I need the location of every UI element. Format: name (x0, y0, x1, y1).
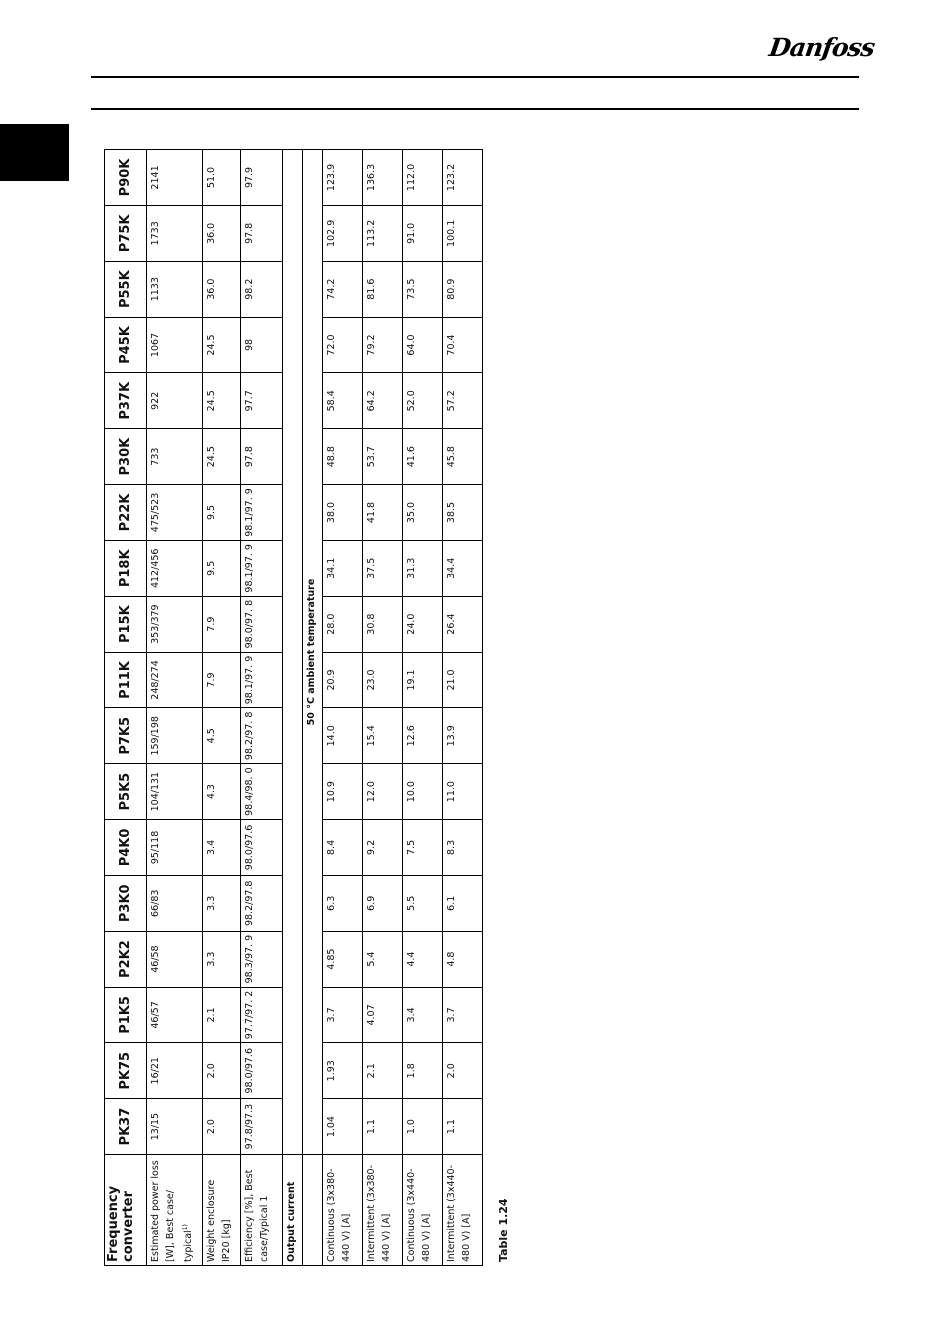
table-header-row (105, 150, 147, 1266)
current-value-cell: 3.4 (403, 987, 443, 1043)
current-value-cell: 12.6 (403, 708, 443, 764)
current-value-cell: 123.2 (443, 150, 483, 206)
current-value-cell: 58.4 (323, 373, 363, 429)
efficiency-cell: 98.1/97. 9 (241, 652, 283, 708)
current-value-cell: 45.8 (443, 429, 483, 485)
current-value-cell: 4.85 (323, 931, 363, 987)
power-loss-cell: 95/118 (147, 820, 203, 876)
model-header-cell: P3K0 (105, 875, 147, 931)
current-value-cell: 19.1 (403, 652, 443, 708)
current-value-cell: 1.8 (403, 1043, 443, 1099)
current-value-cell: 5.4 (363, 931, 403, 987)
current-value-cell: 136.3 (363, 150, 403, 206)
model-header-cell: P11K (105, 652, 147, 708)
power-loss-cell: 1067 (147, 317, 203, 373)
current-value-cell: 14.0 (323, 708, 363, 764)
current-value-cell: 73.5 (403, 261, 443, 317)
current-value-cell: 64.0 (403, 317, 443, 373)
power-loss-cell: 412/456 (147, 540, 203, 596)
power-loss-cell: 2141 (147, 150, 203, 206)
current-value-cell: 20.9 (323, 652, 363, 708)
current-value-cell: 4.4 (403, 931, 443, 987)
current-value-cell: 53.7 (363, 429, 403, 485)
current-value-cell: 91.0 (403, 205, 443, 261)
model-header-cell: P1K5 (105, 987, 147, 1043)
efficiency-cell: 98.0/97.6 (241, 1043, 283, 1099)
table-row-efficiency (241, 150, 283, 1266)
efficiency-cell: 97.8/97.3 (241, 1099, 283, 1155)
weight-cell: 2.0 (203, 1043, 241, 1099)
power-loss-cell: 46/58 (147, 931, 203, 987)
current-value-cell: 8.4 (323, 820, 363, 876)
model-header-cell: P90K (105, 150, 147, 206)
row-label-efficiency: Efficiency [%], Best case/Typical 1 (241, 1155, 283, 1266)
power-loss-cell: 104/131 (147, 764, 203, 820)
power-loss-cell: 66/83 (147, 875, 203, 931)
efficiency-cell: 97.8 (241, 205, 283, 261)
power-loss-cell: 1133 (147, 261, 203, 317)
model-header-cell: PK75 (105, 1043, 147, 1099)
weight-cell: 7.9 (203, 596, 241, 652)
current-value-cell: 8.3 (443, 820, 483, 876)
current-value-cell: 4.8 (443, 931, 483, 987)
current-value-cell: 80.9 (443, 261, 483, 317)
current-value-cell: 113.2 (363, 205, 403, 261)
header-rule-top (91, 76, 859, 78)
power-loss-cell: 353/379 (147, 596, 203, 652)
model-header-cell: P55K (105, 261, 147, 317)
weight-cell: 24.5 (203, 373, 241, 429)
current-value-cell: 1.04 (323, 1099, 363, 1155)
ambient-temperature-subheading: 50 °C ambient temperature (303, 150, 323, 1155)
current-value-cell: 6.1 (443, 875, 483, 931)
power-loss-cell: 16/21 (147, 1043, 203, 1099)
power-loss-cell: 159/198 (147, 708, 203, 764)
current-value-cell: 74.2 (323, 261, 363, 317)
current-value-cell: 5.5 (403, 875, 443, 931)
current-value-cell: 41.8 (363, 485, 403, 541)
current-value-cell: 13.9 (443, 708, 483, 764)
current-value-cell: 6.3 (323, 875, 363, 931)
current-value-cell: 38.5 (443, 485, 483, 541)
danfoss-logo: Danfoss (767, 33, 877, 62)
row-label-current: Continuous (3x380-440 V) [A] (323, 1155, 363, 1266)
model-header-cell: P18K (105, 540, 147, 596)
row-label-weight: Weight enclosure IP20 [kg] (203, 1155, 241, 1266)
weight-cell: 3.3 (203, 931, 241, 987)
power-loss-cell: 248/274 (147, 652, 203, 708)
model-header-cell: P2K2 (105, 931, 147, 987)
efficiency-cell: 97.8 (241, 429, 283, 485)
current-value-cell: 1.0 (403, 1099, 443, 1155)
power-loss-cell: 475/523 (147, 485, 203, 541)
current-value-cell: 28.0 (323, 596, 363, 652)
current-value-cell: 102.9 (323, 205, 363, 261)
specification-table (104, 149, 483, 1266)
weight-cell: 51.0 (203, 150, 241, 206)
current-value-cell: 2.1 (363, 1043, 403, 1099)
efficiency-cell: 98.2/97.8 (241, 875, 283, 931)
header-rule-bottom (91, 108, 859, 110)
current-value-cell: 79.2 (363, 317, 403, 373)
section-label-output-current: Output current (283, 1155, 303, 1266)
current-value-cell: 12.0 (363, 764, 403, 820)
current-value-cell: 2.0 (443, 1043, 483, 1099)
model-header-cell: P45K (105, 317, 147, 373)
efficiency-cell: 98.3/97. 9 (241, 931, 283, 987)
table-caption: Table 1.24 (497, 1198, 510, 1262)
power-loss-cell: 733 (147, 429, 203, 485)
current-value-cell: 7.5 (403, 820, 443, 876)
current-value-cell: 34.4 (443, 540, 483, 596)
weight-cell: 4.3 (203, 764, 241, 820)
row-label-current: Continuous (3x440-480 V) [A] (403, 1155, 443, 1266)
efficiency-cell: 98.1/97. 9 (241, 540, 283, 596)
weight-cell: 36.0 (203, 205, 241, 261)
table-row-ambient (303, 150, 323, 1266)
weight-cell: 3.3 (203, 875, 241, 931)
current-value-cell: 9.2 (363, 820, 403, 876)
row-label-current: Intermittent (3x380-440 V) [A] (363, 1155, 403, 1266)
model-header-cell: P7K5 (105, 708, 147, 764)
current-value-cell: 21.0 (443, 652, 483, 708)
weight-cell: 24.5 (203, 317, 241, 373)
ambient-empty-label-cell (303, 1155, 323, 1266)
model-header-cell: PK37 (105, 1099, 147, 1155)
current-value-cell: 6.9 (363, 875, 403, 931)
current-value-cell: 37.5 (363, 540, 403, 596)
power-loss-cell: 1733 (147, 205, 203, 261)
row-label-current: Intermittent (3x440-480 V) [A] (443, 1155, 483, 1266)
current-value-cell: 3.7 (443, 987, 483, 1043)
current-value-cell: 72.0 (323, 317, 363, 373)
current-value-cell: 31.3 (403, 540, 443, 596)
efficiency-cell: 98 (241, 317, 283, 373)
table-row-current (443, 150, 483, 1266)
model-header-cell: P15K (105, 596, 147, 652)
weight-cell: 4.5 (203, 708, 241, 764)
current-value-cell: 123.9 (323, 150, 363, 206)
power-loss-cell: 46/57 (147, 987, 203, 1043)
weight-cell: 36.0 (203, 261, 241, 317)
efficiency-cell: 97.9 (241, 150, 283, 206)
current-value-cell: 41.6 (403, 429, 443, 485)
weight-cell: 9.5 (203, 540, 241, 596)
power-loss-label-text: Estimated power loss [W], Best case/ typical (150, 1160, 195, 1262)
table-row-current (323, 150, 363, 1266)
current-value-cell: 38.0 (323, 485, 363, 541)
current-value-cell: 23.0 (363, 652, 403, 708)
current-value-cell: 112.0 (403, 150, 443, 206)
table-row-output-current (283, 150, 303, 1266)
weight-cell: 2.1 (203, 987, 241, 1043)
current-value-cell: 30.8 (363, 596, 403, 652)
rotated-table-container (104, 149, 481, 1266)
efficiency-cell: 97.7/97. 2 (241, 987, 283, 1043)
table-row-current (403, 150, 443, 1266)
weight-cell: 7.9 (203, 652, 241, 708)
current-value-cell: 48.8 (323, 429, 363, 485)
current-value-cell: 15.4 (363, 708, 403, 764)
current-value-cell: 26.4 (443, 596, 483, 652)
table-header-label: Frequency converter (105, 1155, 147, 1266)
current-value-cell: 81.6 (363, 261, 403, 317)
weight-cell: 3.4 (203, 820, 241, 876)
current-value-cell: 57.2 (443, 373, 483, 429)
current-value-cell: 3.7 (323, 987, 363, 1043)
efficiency-cell: 98.4/98. 0 (241, 764, 283, 820)
weight-cell: 2.0 (203, 1099, 241, 1155)
efficiency-cell: 98.0/97.6 (241, 820, 283, 876)
weight-cell: 24.5 (203, 429, 241, 485)
chapter-tab-marker (0, 124, 69, 181)
current-value-cell: 11.0 (443, 764, 483, 820)
power-loss-footnote-mark: 1) (182, 1224, 189, 1231)
efficiency-cell: 98.2/97. 8 (241, 708, 283, 764)
current-value-cell: 100.1 (443, 205, 483, 261)
model-header-cell: P4K0 (105, 820, 147, 876)
current-value-cell: 52.0 (403, 373, 443, 429)
efficiency-cell: 98.1/97. 9 (241, 485, 283, 541)
current-value-cell: 1.1 (443, 1099, 483, 1155)
section-empty-cell (283, 150, 303, 1155)
current-value-cell: 35.0 (403, 485, 443, 541)
model-header-cell: P30K (105, 429, 147, 485)
table-row-current (363, 150, 403, 1266)
current-value-cell: 1.1 (363, 1099, 403, 1155)
row-label-power-loss (147, 1155, 203, 1266)
table-row-power-loss (147, 150, 203, 1266)
current-value-cell: 1.93 (323, 1043, 363, 1099)
model-header-cell: P5K5 (105, 764, 147, 820)
efficiency-cell: 98.0/97. 8 (241, 596, 283, 652)
efficiency-cell: 97.7 (241, 373, 283, 429)
current-value-cell: 4.07 (363, 987, 403, 1043)
model-header-cell: P75K (105, 205, 147, 261)
current-value-cell: 70.4 (443, 317, 483, 373)
current-value-cell: 24.0 (403, 596, 443, 652)
power-loss-cell: 922 (147, 373, 203, 429)
current-value-cell: 34.1 (323, 540, 363, 596)
weight-cell: 9.5 (203, 485, 241, 541)
table-row-weight (203, 150, 241, 1266)
model-header-cell: P22K (105, 485, 147, 541)
specification-table-body (105, 150, 483, 1266)
power-loss-cell: 13/15 (147, 1099, 203, 1155)
current-value-cell: 10.9 (323, 764, 363, 820)
current-value-cell: 64.2 (363, 373, 403, 429)
model-header-cell: P37K (105, 373, 147, 429)
efficiency-cell: 98.2 (241, 261, 283, 317)
current-value-cell: 10.0 (403, 764, 443, 820)
